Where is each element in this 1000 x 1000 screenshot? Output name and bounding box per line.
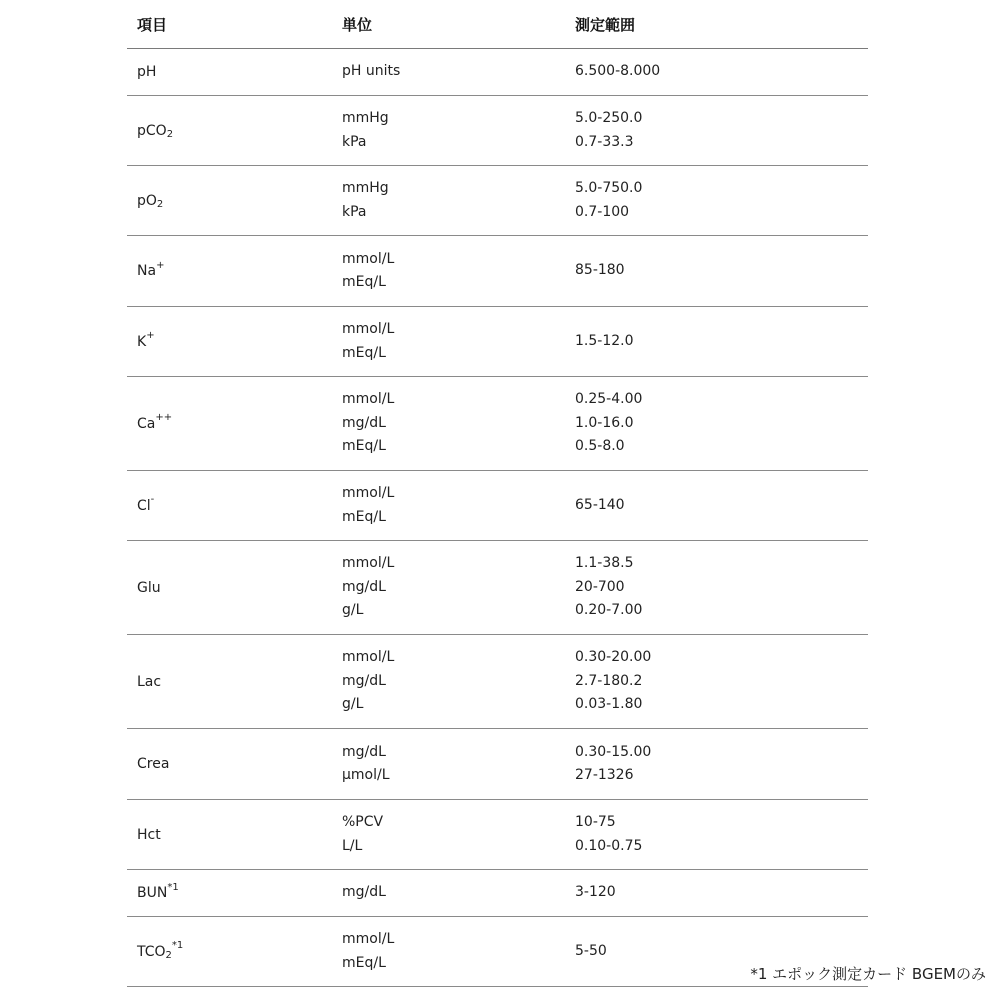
range-value: 1.0-16.0	[575, 414, 634, 431]
unit-value: kPa	[342, 133, 367, 150]
row-item	[127, 49, 332, 95]
row-ranges	[565, 646, 868, 717]
item-label: Crea	[137, 756, 170, 772]
unit-value: mg/dL	[342, 672, 386, 689]
unit-value: mEq/L	[342, 508, 386, 525]
row-units	[332, 928, 565, 975]
row-item	[127, 541, 332, 634]
unit-value: µmol/L	[342, 767, 390, 783]
footnote: *1 エポック測定カード BGEMのみ	[750, 965, 986, 983]
header-item: 項目	[137, 15, 168, 34]
row-item	[127, 729, 332, 799]
row-item	[127, 307, 332, 376]
range-value: 0.20-7.00	[575, 602, 643, 619]
row-units	[332, 646, 565, 717]
range-value: 65-140	[575, 496, 625, 513]
unit-value: pH units	[342, 63, 401, 80]
unit-value: mEq/L	[342, 954, 386, 971]
unit-value: g/L	[342, 696, 364, 713]
table-row	[127, 96, 868, 166]
range-value: 3-120	[575, 884, 616, 901]
row-item	[127, 917, 332, 986]
item-subscript: 2	[156, 199, 164, 210]
row-item	[127, 471, 332, 540]
row-units	[332, 552, 565, 623]
item-label: Glu	[137, 579, 161, 596]
row-units	[332, 881, 565, 905]
unit-value: mEq/L	[342, 438, 386, 455]
range-value: 0.10-0.75	[575, 837, 643, 854]
row-item	[127, 236, 332, 306]
header-range: 測定範囲	[575, 15, 636, 34]
range-value: 85-180	[575, 262, 625, 279]
row-units	[332, 318, 565, 365]
row-ranges	[565, 177, 868, 224]
item-label: Hct	[137, 826, 161, 843]
row-ranges	[565, 60, 868, 84]
item-label: Ca	[137, 415, 156, 432]
table-header	[127, 0, 868, 49]
range-value: 5.0-750.0	[575, 180, 643, 196]
range-value: 27-1326	[575, 767, 634, 783]
item-superscript: +	[156, 259, 165, 271]
row-ranges	[565, 940, 868, 964]
item-subscript: 2	[166, 129, 174, 140]
row-units	[332, 60, 565, 84]
range-value: 0.7-33.3	[575, 133, 634, 150]
table-row	[127, 236, 868, 307]
row-units	[332, 388, 565, 459]
item-label: Cl	[137, 497, 151, 514]
item-label: Lac	[137, 673, 162, 690]
range-value: 1.5-12.0	[575, 332, 634, 349]
row-item	[127, 377, 332, 470]
unit-value: mmol/L	[342, 931, 395, 947]
item-label: pO	[137, 192, 157, 209]
range-value: 0.03-1.80	[575, 696, 643, 713]
header-unit: 単位	[342, 15, 373, 34]
unit-value: mmol/L	[342, 649, 395, 666]
row-ranges	[565, 330, 868, 354]
row-ranges	[565, 881, 868, 905]
range-value: 5.0-250.0	[575, 110, 643, 126]
unit-value: mmHg	[342, 110, 389, 126]
range-value: 0.25-4.00	[575, 391, 643, 408]
unit-value: mmol/L	[342, 485, 395, 501]
table-row	[127, 166, 868, 236]
item-label: pCO	[137, 122, 167, 139]
table-row	[127, 800, 868, 870]
item-label: TCO	[137, 943, 166, 960]
table-row	[127, 49, 868, 96]
table-body	[127, 49, 868, 987]
table-row	[127, 307, 868, 377]
unit-value: g/L	[342, 602, 364, 619]
range-value: 10-75	[575, 814, 616, 830]
item-label: K	[137, 333, 147, 350]
range-value: 2.7-180.2	[575, 672, 643, 689]
row-units	[332, 741, 565, 788]
table-row	[127, 377, 868, 471]
row-item	[127, 870, 332, 916]
table-row	[127, 729, 868, 800]
range-value: 0.30-20.00	[575, 649, 652, 666]
unit-value: %PCV	[342, 814, 384, 830]
range-value: 0.7-100	[575, 203, 630, 220]
item-label: pH	[137, 64, 157, 80]
row-ranges	[565, 552, 868, 623]
row-ranges	[565, 811, 868, 858]
unit-value: mEq/L	[342, 344, 386, 361]
item-superscript: -	[150, 494, 155, 505]
table-row	[127, 541, 868, 635]
unit-value: mmHg	[342, 180, 389, 196]
row-ranges	[565, 741, 868, 788]
unit-value: mmol/L	[342, 250, 395, 267]
item-subscript: 2	[165, 950, 172, 961]
row-ranges	[565, 107, 868, 154]
row-ranges	[565, 388, 868, 459]
row-units	[332, 107, 565, 154]
item-superscript: +	[146, 330, 155, 341]
unit-value: mg/dL	[342, 743, 386, 760]
row-ranges	[565, 259, 868, 283]
range-value: 5-50	[575, 942, 607, 959]
row-item	[127, 96, 332, 165]
item-superscript: *1	[171, 940, 184, 951]
row-units	[332, 248, 565, 295]
row-item	[127, 635, 332, 728]
range-value: 0.5-8.0	[575, 438, 625, 455]
unit-value: mmol/L	[342, 321, 395, 337]
unit-value: mg/dL	[342, 578, 386, 595]
item-label: Na	[137, 263, 157, 279]
row-units	[332, 811, 565, 858]
row-item	[127, 166, 332, 235]
item-label: BUN	[137, 885, 168, 901]
unit-value: mg/dL	[342, 884, 386, 901]
range-value: 1.1-38.5	[575, 555, 634, 572]
range-value: 6.500-8.000	[575, 63, 661, 80]
range-value: 0.30-15.00	[575, 743, 652, 760]
item-superscript: ++	[155, 412, 173, 423]
table-row	[127, 870, 868, 917]
unit-value: mg/dL	[342, 414, 386, 431]
unit-value: mmol/L	[342, 555, 395, 572]
unit-value: mmol/L	[342, 391, 395, 408]
table-row	[127, 471, 868, 541]
item-superscript: *1	[167, 881, 179, 893]
table-row	[127, 635, 868, 729]
unit-value: mEq/L	[342, 274, 386, 290]
row-item	[127, 800, 332, 869]
unit-value: kPa	[342, 203, 367, 220]
spec-table	[127, 0, 868, 987]
range-value: 20-700	[575, 578, 625, 595]
row-units	[332, 482, 565, 529]
row-units	[332, 177, 565, 224]
row-ranges	[565, 494, 868, 518]
unit-value: L/L	[342, 837, 363, 854]
